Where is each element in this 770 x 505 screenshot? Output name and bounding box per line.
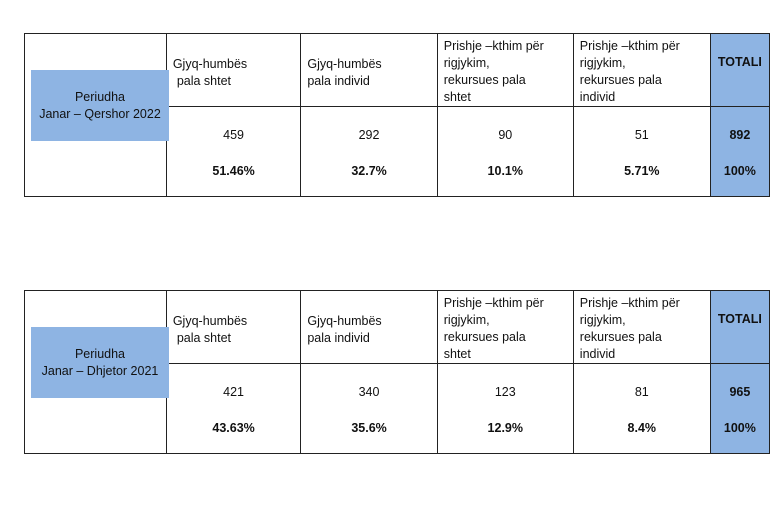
- header-totali: TOTALI: [710, 34, 769, 107]
- count-value: 51: [634, 128, 649, 142]
- header-gjyq-shtet: [166, 291, 301, 364]
- header-prishje-shtet: [437, 34, 573, 107]
- header-line: Gjyq-humbës: [172, 314, 248, 328]
- header-line: Prishje –kthim për: [443, 39, 544, 53]
- percent-value: 51.46%: [212, 164, 255, 178]
- count-value: 81: [634, 385, 649, 399]
- count-value: 292: [358, 128, 380, 142]
- header-line: Prishje –kthim për: [579, 296, 680, 310]
- period-label: Periudha: [74, 346, 126, 361]
- header-line: Prishje –kthim për: [443, 296, 544, 310]
- total-cell: [710, 107, 769, 197]
- header-line: rigjykim,: [443, 56, 490, 70]
- stats-table-2021: [24, 290, 770, 454]
- header-line: individ: [579, 90, 616, 104]
- total-cell: [710, 364, 769, 454]
- header-line: Gjyq-humbës: [307, 57, 382, 71]
- count-value: 123: [494, 385, 516, 399]
- header-line: rigjykim,: [579, 313, 626, 327]
- total-percent: 100%: [723, 164, 756, 178]
- period-range: Janar – Qershor 2022: [39, 106, 161, 121]
- period-label: Periudha: [74, 89, 126, 104]
- stats-table-2022: [24, 33, 770, 197]
- header-line: pala shtet: [176, 74, 232, 88]
- header-line: pala shtet: [176, 331, 232, 345]
- percent-value: 8.4%: [627, 421, 657, 435]
- value-cell: [166, 364, 301, 454]
- value-cell: [301, 364, 437, 454]
- count-value: 90: [498, 128, 513, 142]
- period-cell: [25, 291, 167, 454]
- value-cell: [301, 107, 437, 197]
- header-line: rigjykim,: [579, 56, 626, 70]
- percent-value: 32.7%: [351, 164, 387, 178]
- header-line: shtet: [443, 90, 471, 104]
- percent-value: 12.9%: [487, 421, 523, 435]
- header-line: Gjyq-humbës: [172, 57, 248, 71]
- percent-value: 10.1%: [487, 164, 523, 178]
- percent-value: 35.6%: [351, 421, 387, 435]
- percent-value: 5.71%: [624, 164, 660, 178]
- header-line: rigjykim,: [443, 313, 490, 327]
- header-gjyq-individ: [301, 34, 437, 107]
- count-value: 421: [223, 385, 245, 399]
- header-line: pala individ: [307, 74, 370, 88]
- header-line: rekursues pala: [579, 73, 662, 87]
- header-line: rekursues pala: [579, 330, 662, 344]
- period-cell: [25, 34, 167, 197]
- value-cell: [437, 364, 573, 454]
- total-count: 965: [729, 385, 751, 399]
- value-cell: [573, 364, 710, 454]
- header-line: rekursues pala: [443, 330, 526, 344]
- header-totali: TOTALI: [710, 291, 769, 364]
- header-prishje-individ: [573, 34, 710, 107]
- header-prishje-individ: [573, 291, 710, 364]
- count-value: 340: [358, 385, 380, 399]
- period-box: [31, 327, 169, 398]
- total-count: 892: [729, 128, 751, 142]
- header-line: pala individ: [307, 331, 370, 345]
- percent-value: 43.63%: [212, 421, 255, 435]
- header-line: Gjyq-humbës: [307, 314, 382, 328]
- header-line: Prishje –kthim për: [579, 39, 680, 53]
- header-line: shtet: [443, 347, 471, 361]
- header-line: rekursues pala: [443, 73, 526, 87]
- header-gjyq-shtet: [166, 34, 301, 107]
- header-prishje-shtet: [437, 291, 573, 364]
- period-range: Janar – Dhjetor 2021: [41, 363, 159, 378]
- period-box: [31, 70, 169, 141]
- header-gjyq-individ: [301, 291, 437, 364]
- value-cell: [166, 107, 301, 197]
- value-cell: [437, 107, 573, 197]
- total-percent: 100%: [723, 421, 756, 435]
- count-value: 459: [223, 128, 245, 142]
- value-cell: [573, 107, 710, 197]
- header-line: individ: [579, 347, 616, 361]
